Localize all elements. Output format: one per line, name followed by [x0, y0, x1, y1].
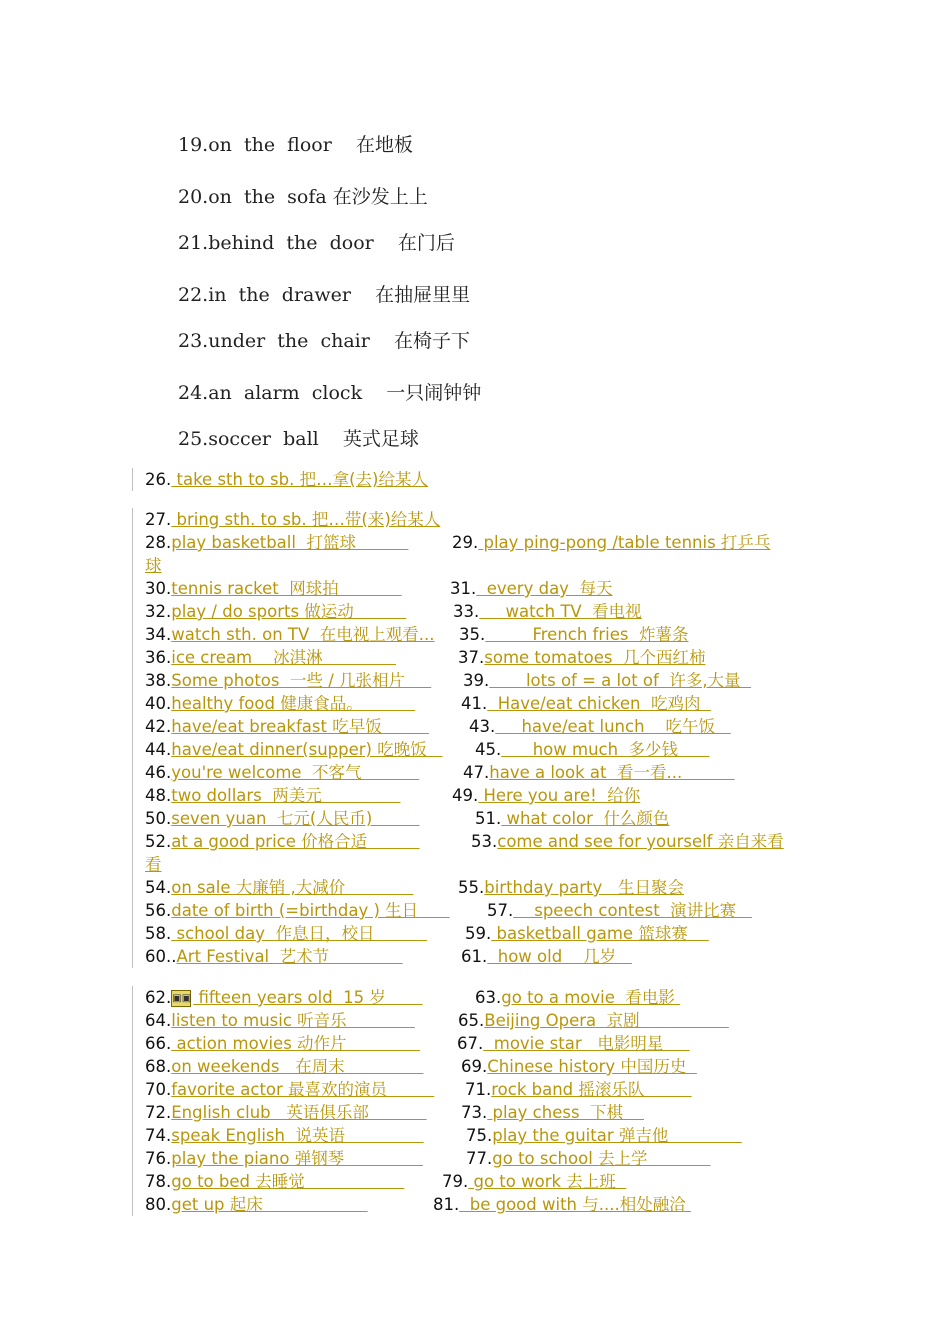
item-number: 76.	[145, 1149, 172, 1168]
item-number: 39.	[463, 671, 490, 690]
vocab-line: 21.behind the door 在门后	[178, 232, 455, 254]
item-number: 61.	[461, 947, 488, 966]
phrase-row	[145, 853, 450, 876]
item-number: 79.	[442, 1172, 469, 1191]
item-number: 60..	[145, 947, 177, 966]
item-number: 48.	[145, 786, 172, 805]
item-number: 31.	[450, 579, 477, 598]
item-number: 35.	[459, 625, 486, 644]
phrase-row	[145, 1147, 711, 1170]
phrase-link[interactable]: on sale 大廉销 ,大减价	[171, 878, 414, 897]
phrase-row	[145, 830, 784, 853]
phrase-row	[145, 986, 681, 1009]
phrase-link[interactable]: at a good price 价格合适	[171, 832, 420, 851]
phrase-link[interactable]: basketball game 篮球赛	[491, 924, 709, 943]
phrase-link[interactable]: English club 英语俱乐部	[171, 1103, 427, 1122]
phrase-link[interactable]: on weekends 在周末	[171, 1057, 424, 1076]
phrase-link[interactable]: bring sth. to sb. 把…带(来)给某人	[171, 510, 441, 529]
vocab-line: 20.on the sofa 在沙发上上	[178, 186, 428, 208]
phrase-link[interactable]: watch TV 看电视	[479, 602, 642, 621]
phrase-link[interactable]: seven yuan 七元(人民币)	[171, 809, 420, 828]
item-number: 54.	[145, 878, 172, 897]
item-number: 62.	[145, 988, 172, 1007]
item-number: 28.	[145, 533, 172, 552]
phrase-link[interactable]: how old 几岁	[487, 947, 632, 966]
phrase-link[interactable]: go to work 去上班	[468, 1172, 627, 1191]
item-number: 71.	[465, 1080, 492, 1099]
phrase-row	[145, 554, 450, 577]
item-number: 81.	[433, 1195, 460, 1214]
phrase-link[interactable]: watch sth. on TV 在电视上观看...	[171, 625, 435, 644]
vocab-line: 23.under the chair 在椅子下	[178, 330, 470, 352]
phrase-link[interactable]: fifteen years old 15 岁	[193, 988, 423, 1007]
phrase-link[interactable]: be good with 与....相处融洽	[459, 1195, 691, 1214]
phrase-link[interactable]: play ping-pong /table tennis 打乒乓	[478, 533, 771, 552]
phrase-link[interactable]: how much 多少钱	[501, 740, 710, 759]
phrase-link[interactable]: play basketball 打篮球	[171, 533, 409, 552]
item-number: 44.	[145, 740, 172, 759]
phrase-row	[145, 738, 710, 761]
phrase-block-2	[132, 508, 784, 968]
phrase-link[interactable]: go to school 去上学	[492, 1149, 711, 1168]
phrase-link[interactable]: speech contest 演讲比赛	[513, 901, 752, 920]
phrase-link[interactable]: date of birth (=birthday ) 生日	[171, 901, 450, 920]
phrase-row	[145, 922, 709, 945]
item-number: 32.	[145, 602, 172, 621]
item-number: 51.	[475, 809, 502, 828]
phrase-link[interactable]: action movies 动作片	[171, 1034, 420, 1053]
phrase-link[interactable]: listen to music 听音乐	[171, 1011, 415, 1030]
phrase-link[interactable]: you're welcome 不客气	[171, 763, 420, 782]
item-number: 52.	[145, 832, 172, 851]
item-number: 55.	[458, 878, 485, 897]
phrase-link[interactable]: come and see for yourself 亲自来看	[497, 832, 784, 851]
phrase-link[interactable]: play chess 下棋	[487, 1103, 645, 1122]
item-number: 34.	[145, 625, 172, 644]
phrase-link[interactable]: Some photos 一些 / 几张相片	[171, 671, 432, 690]
phrase-row	[145, 807, 670, 830]
phrase-row	[145, 1032, 690, 1055]
item-number: 42.	[145, 717, 172, 736]
phrase-link[interactable]: every day 每天	[476, 579, 613, 598]
phrase-link[interactable]: birthday party 生日聚会	[484, 878, 684, 897]
phrase-row	[145, 1170, 627, 1193]
phrase-row	[145, 876, 684, 899]
item-number: 72.	[145, 1103, 172, 1122]
item-number: 38.	[145, 671, 172, 690]
phrase-link[interactable]: Have/eat chicken 吃鸡肉	[487, 694, 711, 713]
item-number: 43.	[469, 717, 496, 736]
phrase-row	[145, 468, 428, 491]
item-number: 66.	[145, 1034, 172, 1053]
phrase-link[interactable]: get up 起床	[171, 1195, 368, 1214]
item-number: 64.	[145, 1011, 172, 1030]
item-number: 70.	[145, 1080, 172, 1099]
phrase-row	[145, 577, 613, 600]
phrase-link[interactable]: ice cream 冰淇淋	[171, 648, 397, 667]
phrase-link[interactable]: Beijing Opera 京剧	[484, 1011, 729, 1030]
item-number: 49.	[452, 786, 479, 805]
item-number: 27.	[145, 510, 172, 529]
phrase-link[interactable]: take sth to sb. 把…拿(去)给某人	[171, 470, 428, 489]
phrase-row	[145, 899, 752, 922]
phrase-row	[145, 715, 731, 738]
broken-image-icon: ▣▣	[171, 990, 191, 1007]
phrase-row	[145, 1101, 645, 1124]
phrase-row	[145, 1078, 692, 1101]
item-number: 40.	[145, 694, 172, 713]
item-number: 68.	[145, 1057, 172, 1076]
phrase-link[interactable]: two dollars 两美元	[171, 786, 401, 805]
item-number: 47.	[463, 763, 490, 782]
phrase-row	[145, 761, 735, 784]
item-number: 78.	[145, 1172, 172, 1191]
vocab-line: 25.soccer ball 英式足球	[178, 428, 419, 450]
phrase-link[interactable]: Chinese history 中国历史	[487, 1057, 697, 1076]
phrase-row	[145, 531, 771, 554]
phrase-row	[145, 508, 450, 531]
item-number: 50.	[145, 809, 172, 828]
phrase-link[interactable]: Here you are! 给你	[478, 786, 641, 805]
item-number: 59.	[465, 924, 492, 943]
phrase-link[interactable]: what color 什么颜色	[501, 809, 670, 828]
phrase-link[interactable]: have/eat breakfast 吃早饭	[171, 717, 429, 736]
item-number: 58.	[145, 924, 172, 943]
phrase-link[interactable]: have/eat dinner(supper) 吃晚饭	[171, 740, 443, 759]
phrase-link[interactable]: tennis racket 网球拍	[171, 579, 402, 598]
phrase-link[interactable]: play the piano 弹钢琴	[171, 1149, 423, 1168]
phrase-block-1	[132, 468, 428, 491]
phrase-link[interactable]: lots of = a lot of 许多,大量	[489, 671, 752, 690]
phrase-link[interactable]: some tomatoes 几个西红柿	[484, 648, 706, 667]
item-number: 29.	[452, 533, 479, 552]
phrase-link[interactable]: go to a movie 看电影	[501, 988, 681, 1007]
phrase-row	[145, 784, 641, 807]
phrase-link[interactable]: go to bed 去睡觉	[171, 1172, 405, 1191]
phrase-link[interactable]: Art Festival 艺术节	[176, 947, 403, 966]
phrase-link[interactable]: French fries 炸薯条	[485, 625, 689, 644]
phrase-link[interactable]: play the guitar 弹吉他	[492, 1126, 742, 1145]
item-number: 75.	[466, 1126, 493, 1145]
item-number: 63.	[475, 988, 502, 1007]
item-number: 56.	[145, 901, 172, 920]
phrase-row	[145, 669, 752, 692]
phrase-link[interactable]: play / do sports 做运动	[171, 602, 407, 621]
item-number: 36.	[145, 648, 172, 667]
item-number: 69.	[461, 1057, 488, 1076]
item-number: 73.	[461, 1103, 488, 1122]
phrase-row	[145, 692, 711, 715]
item-number: 46.	[145, 763, 172, 782]
phrase-link[interactable]: school day 作息日，校日	[171, 924, 427, 943]
phrase-row	[145, 646, 706, 669]
phrase-link[interactable]: 球	[145, 556, 162, 575]
item-number: 67.	[457, 1034, 484, 1053]
item-number: 30.	[145, 579, 172, 598]
phrase-row	[145, 600, 642, 623]
item-number: 26.	[145, 470, 172, 489]
item-number: 80.	[145, 1195, 172, 1214]
phrase-link[interactable]: speak English 说英语	[171, 1126, 424, 1145]
item-number: 53.	[471, 832, 498, 851]
item-number: 41.	[461, 694, 488, 713]
item-number: 77.	[466, 1149, 493, 1168]
phrase-row	[145, 1055, 697, 1078]
item-number: 45.	[475, 740, 502, 759]
vocab-line: 19.on the floor 在地板	[178, 134, 413, 156]
phrase-link[interactable]: healthy food 健康食品。	[171, 694, 416, 713]
phrase-row	[145, 945, 632, 968]
vocab-line: 22.in the drawer 在抽屉里里	[178, 284, 471, 306]
item-number: 57.	[487, 901, 514, 920]
phrase-row	[145, 1193, 691, 1216]
phrase-row	[145, 1124, 742, 1147]
phrase-block-3	[132, 986, 742, 1216]
phrase-link[interactable]: favorite actor 最喜欢的演员	[171, 1080, 435, 1099]
phrase-link[interactable]: have/eat lunch 吃午饭	[495, 717, 731, 736]
item-number: 74.	[145, 1126, 172, 1145]
phrase-link[interactable]: have a look at 看一看...	[489, 763, 735, 782]
phrase-row	[145, 1009, 729, 1032]
item-number: 65.	[458, 1011, 485, 1030]
phrase-link[interactable]: movie star 电影明星	[483, 1034, 690, 1053]
item-number: 33.	[453, 602, 480, 621]
vocab-line: 24.an alarm clock 一只闹钟钟	[178, 382, 482, 404]
phrase-link[interactable]: rock band 摇滚乐队	[491, 1080, 692, 1099]
phrase-row	[145, 623, 689, 646]
item-number: 37.	[458, 648, 485, 667]
phrase-link[interactable]: 看	[145, 855, 162, 874]
